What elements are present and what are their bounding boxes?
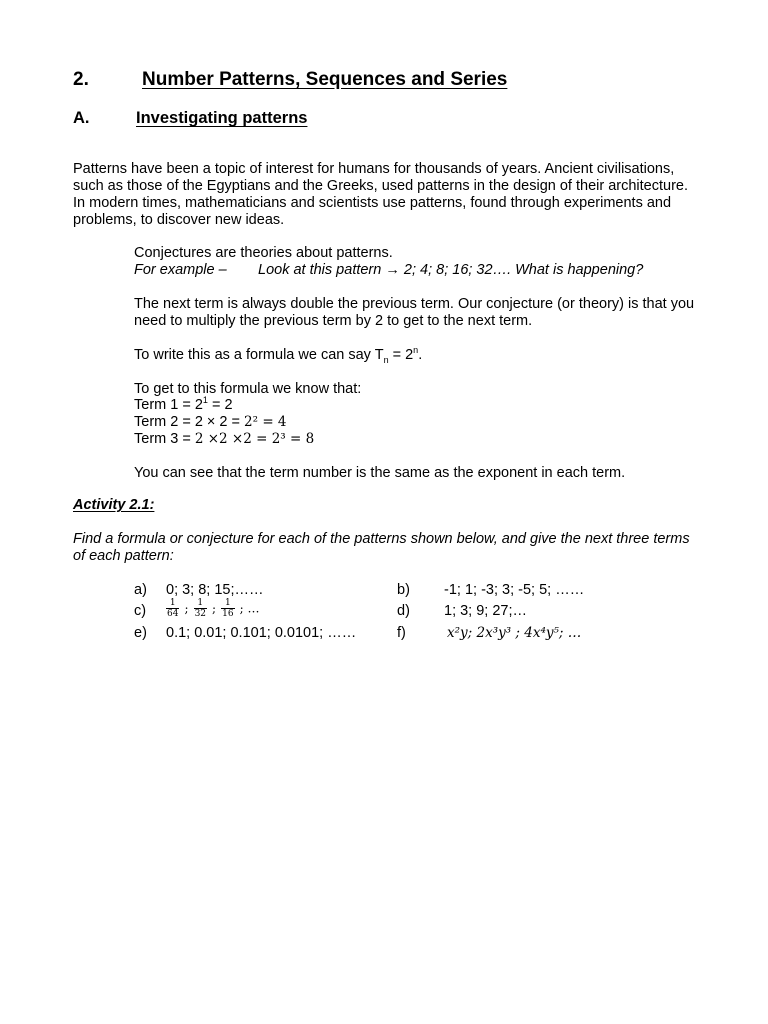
fraction-separator: ; bbox=[212, 601, 217, 616]
exercise-a-label: a) bbox=[134, 582, 147, 598]
fraction-tail: ; … bbox=[239, 601, 260, 616]
exercise-d-value: 1; 3; 9; 27;… bbox=[444, 603, 528, 619]
term-2-label: Term 2 = 2 × 2 = bbox=[134, 414, 245, 430]
intro-paragraph: Patterns have been a topic of interest for humans for thousands of years. Ancient civilisations, such as those of the Egyptians and the Greeks, used patterns in the design of their architecture. In modern times, mathematicians and scientists use patterns, found through experiments and problems, to discover new ideas. bbox=[73, 161, 689, 228]
exercise-f-label: f) bbox=[397, 625, 406, 641]
term-2-math: 2² = 4 bbox=[244, 414, 287, 430]
term-1-exponent: 1 bbox=[202, 395, 208, 406]
fraction-denominator: 16 bbox=[222, 609, 234, 619]
section-number: 2. bbox=[73, 69, 89, 90]
formula-end: . bbox=[418, 347, 423, 363]
example-prefix: For example – bbox=[134, 262, 227, 278]
section-heading bbox=[73, 68, 507, 92]
subsection-letter: A. bbox=[73, 109, 90, 127]
formula-line bbox=[134, 347, 704, 364]
fraction-numerator: 1 bbox=[194, 598, 207, 609]
exercise-d-label: d) bbox=[397, 603, 410, 619]
exercise-e-label: e) bbox=[134, 625, 147, 641]
formula-superscript: n bbox=[413, 345, 419, 356]
fraction-separator: ; bbox=[184, 601, 189, 616]
example-text: Look at this pattern → 2; 4; 8; 16; 32…. What is happening? bbox=[258, 262, 644, 278]
formula-mid: = 2 bbox=[388, 347, 414, 363]
activity-instruction: Find a formula or conjecture for each of the patterns shown below, and give the next three terms of each pattern: bbox=[73, 531, 690, 564]
term-1-label: Term 1 = 2 bbox=[134, 397, 203, 413]
fraction-1-64 bbox=[166, 598, 179, 619]
term-2-line bbox=[134, 414, 704, 431]
exercise-e-value: 0.1; 0.01; 0.101; 0.0101; …… bbox=[166, 625, 357, 641]
activity-title: Activity 2.1: bbox=[73, 497, 155, 513]
fraction-denominator: 32 bbox=[194, 609, 207, 619]
term-3-line bbox=[134, 431, 704, 448]
example-line bbox=[134, 262, 704, 279]
term-3-label: Term 3 = bbox=[134, 431, 195, 447]
conjecture-explanation: The next term is always double the previous term. Our conjecture (or theory) is that you need to multiply the previous term by 2 to get to the next term. bbox=[134, 296, 695, 329]
conjecture-definition: Conjectures are theories about patterns. bbox=[134, 245, 393, 261]
formula-prefix: To write this as a formula we can say T bbox=[134, 347, 384, 363]
exercise-f-value: x²y; 2x³y³ ; 4x⁴y⁵; … bbox=[447, 625, 582, 641]
fraction-denominator: 64 bbox=[167, 609, 179, 619]
fraction-1-32 bbox=[194, 598, 207, 619]
subsection-heading bbox=[73, 108, 307, 128]
exercise-c-value bbox=[165, 598, 259, 619]
exponent-summary: You can see that the term number is the same as the exponent in each term. bbox=[134, 465, 626, 481]
term-1-line bbox=[134, 397, 704, 414]
subsection-title: Investigating patterns bbox=[136, 109, 308, 127]
exercise-b-value: -1; 1; -3; 3; -5; 5; …… bbox=[444, 582, 585, 598]
fraction-numerator: 1 bbox=[166, 598, 179, 609]
exercise-a-value: 0; 3; 8; 15;…… bbox=[166, 582, 264, 598]
fraction-1-16 bbox=[221, 598, 234, 619]
term-1-result: = 2 bbox=[207, 397, 233, 413]
exercise-b-label: b) bbox=[397, 582, 410, 598]
formula-subscript: n bbox=[383, 354, 389, 365]
section-title: Number Patterns, Sequences and Series bbox=[142, 69, 508, 90]
exercise-c-label: c) bbox=[134, 603, 147, 619]
fraction-numerator: 1 bbox=[221, 598, 234, 609]
derivation-intro: To get to this formula we know that: bbox=[134, 381, 362, 397]
term-3-math: 2 ×2 ×2 = 2³ = 8 bbox=[194, 431, 315, 447]
